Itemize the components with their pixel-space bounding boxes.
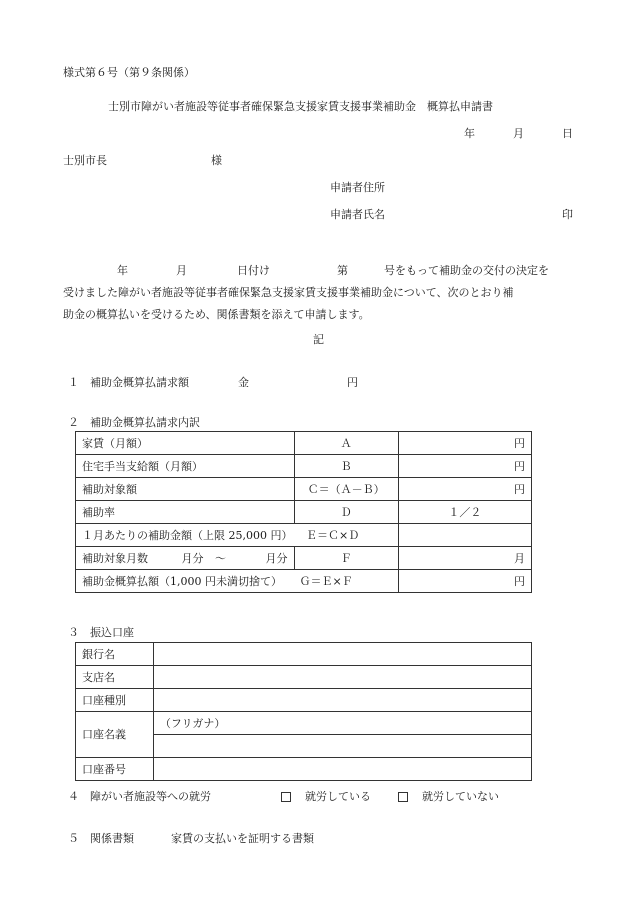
table-row xyxy=(76,712,532,735)
date-month: 月 xyxy=(513,127,524,140)
section1-yen: 円 xyxy=(347,376,358,389)
bank-name-label: 銀行名 xyxy=(76,643,154,666)
body-line3: 助金の概算払いを受けるため、関係書類を添えて申請します。 xyxy=(63,308,370,321)
range-to: 月分 xyxy=(265,551,288,565)
employed-option-label: 就労している xyxy=(305,790,371,803)
addressee-honorific: 様 xyxy=(211,154,222,167)
form-number: 様式第６号（第９条関係） xyxy=(63,66,195,79)
row-value: 月 xyxy=(398,547,531,570)
account-type-field[interactable] xyxy=(153,689,531,712)
account-holder-furigana-field[interactable] xyxy=(153,712,531,735)
range-from: 月分 xyxy=(181,551,204,565)
account-number-field[interactable] xyxy=(153,758,531,781)
row-code: Ｃ＝（Ａ－Ｂ） xyxy=(294,478,398,501)
checkbox-icon[interactable] xyxy=(398,792,408,802)
account-holder-name-field[interactable] xyxy=(153,735,531,758)
body-day: 日付け xyxy=(237,264,270,277)
table-row xyxy=(76,758,532,781)
row-item: 補助対象月数 xyxy=(82,551,148,565)
branch-name-field[interactable] xyxy=(153,666,531,689)
row-item: 住宅手当支給額（月額） xyxy=(76,455,295,478)
row-code: Ｂ xyxy=(294,455,398,478)
employed-option[interactable] xyxy=(281,791,371,802)
applicant-address-label: 申請者住所 xyxy=(330,181,385,194)
row-item: 補助対象額 xyxy=(76,478,295,501)
not-employed-option-label: 就労していない xyxy=(422,790,499,803)
account-holder-label: 口座名義 xyxy=(76,712,154,758)
row-code: Ｆ xyxy=(294,547,398,570)
table-row xyxy=(76,432,532,455)
section5-label: ５ 関係書類 xyxy=(68,832,134,845)
row-value: 円 xyxy=(398,432,531,455)
row-item: 家賃（月額） xyxy=(76,432,295,455)
bank-account-table xyxy=(75,642,532,781)
body-line1-rest: 号をもって補助金の交付の決定を xyxy=(384,264,549,277)
table-row xyxy=(76,501,532,524)
table-row xyxy=(76,524,532,547)
row-item: 補助率 xyxy=(76,501,295,524)
branch-name-label: 支店名 xyxy=(76,666,154,689)
section3-label: ３ 振込口座 xyxy=(68,626,134,639)
date-day: 日 xyxy=(562,127,573,140)
not-employed-option[interactable] xyxy=(398,791,499,802)
row-value: １／２ xyxy=(398,501,531,524)
body-month: 月 xyxy=(176,264,187,277)
table-row xyxy=(76,547,532,570)
row-value: 円 xyxy=(398,478,531,501)
table-row xyxy=(76,455,532,478)
table-row xyxy=(76,666,532,689)
row-code: Ｄ xyxy=(294,501,398,524)
table-row xyxy=(76,478,532,501)
row-value: 円 xyxy=(398,570,531,593)
section1-kin: 金 xyxy=(238,376,249,389)
checkbox-icon[interactable] xyxy=(281,792,291,802)
row-item: 補助金概算払額（1,000 円未満切捨て） xyxy=(82,574,282,588)
table-row xyxy=(76,570,532,593)
body-dai: 第 xyxy=(337,264,348,277)
section2-label: ２ 補助金概算払請求内訳 xyxy=(68,416,200,429)
row-code: Ｇ＝Ｅ×Ｆ xyxy=(299,574,353,588)
account-type-label: 口座種別 xyxy=(76,689,154,712)
seal-mark: 印 xyxy=(562,208,573,221)
range-tilde: ～ xyxy=(215,551,226,565)
account-number-label: 口座番号 xyxy=(76,758,154,781)
furigana-label: （フリガナ） xyxy=(159,716,226,730)
row-item: １月あたりの補助金額（上限 25,000 円） xyxy=(82,528,293,542)
body-line2: 受けました障がい者施設等従事者確保緊急支援家賃支援事業補助金について、次のとおり補 xyxy=(63,286,514,299)
ki-mark: 記 xyxy=(313,333,324,346)
row-item-with-code xyxy=(76,570,399,593)
row-code: Ｅ＝Ｃ×Ｄ xyxy=(305,528,360,542)
row-code: Ａ xyxy=(294,432,398,455)
row-value xyxy=(398,524,531,547)
section4-label: ４ 障がい者施設等への就労 xyxy=(68,790,211,803)
row-item-months xyxy=(76,547,295,570)
bank-name-field[interactable] xyxy=(153,643,531,666)
breakdown-table xyxy=(75,431,532,593)
section1-label: １ 補助金概算払請求額 xyxy=(68,376,189,389)
date-year: 年 xyxy=(464,127,475,140)
applicant-name-label: 申請者氏名 xyxy=(330,208,385,221)
table-row xyxy=(76,689,532,712)
document-title: 士別市障がい者施設等従事者確保緊急支援家賃支援事業補助金 概算払申請書 xyxy=(108,100,493,113)
related-document: 家賃の支払いを証明する書類 xyxy=(171,832,314,845)
table-row xyxy=(76,643,532,666)
row-value: 円 xyxy=(398,455,531,478)
addressee-name: 士別市長 xyxy=(63,154,107,167)
row-item-with-code xyxy=(76,524,399,547)
body-year: 年 xyxy=(117,264,128,277)
